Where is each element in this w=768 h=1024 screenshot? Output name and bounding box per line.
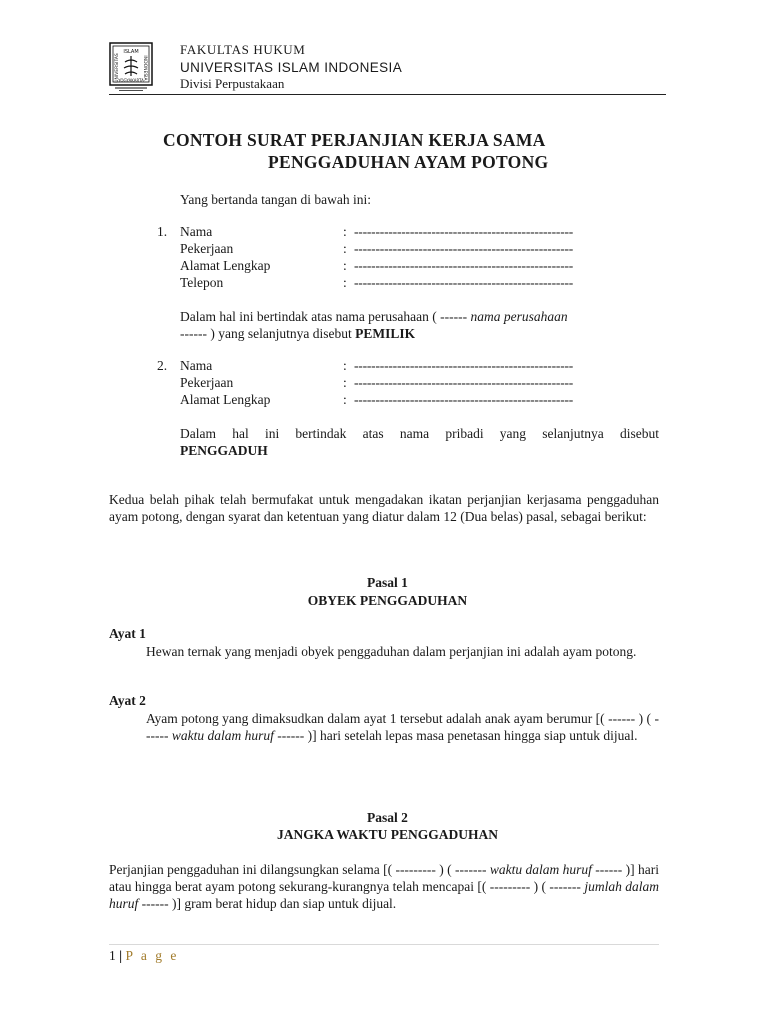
party1-phone-blank: ---------------------------------------------------: [354, 275, 574, 290]
footer-divider: [109, 944, 659, 945]
party2-description: Dalam hal ini bertindak atas nama pribadi yang selanjutnya disebut: [180, 426, 659, 441]
party2-address-label: Alamat Lengkap: [180, 392, 271, 407]
party1-description: Dalam hal ini bertindak atas nama perusahaan ( ------ nama perusahaan ------ ) yang selanjutnya disebut PEMILIK: [180, 309, 568, 341]
pasal1-ayat1-label: Ayat 1: [109, 626, 146, 641]
pasal2-subheading: JANGKA WAKTU PENGGADUHAN: [276, 827, 499, 842]
pasal2-heading: Pasal 2: [367, 810, 408, 825]
party1-occupation-blank: ---------------------------------------------------: [354, 241, 574, 256]
field-colon: :: [343, 241, 347, 256]
page-label: P a g e: [125, 948, 179, 963]
agreement-paragraph: Kedua belah pihak telah bermufakat untuk mengadakan ikatan perjanjian kerjasama penggaduhan ayam potong, dengan syarat dan ketentuan yang diatur dalam 12 (Dua belas) pasal, sebagai berikut:: [109, 492, 659, 524]
party2-address-blank: ---------------------------------------------------: [354, 392, 574, 407]
pasal1-heading: Pasal 1: [367, 575, 408, 590]
pasal1-ayat1-text: Hewan ternak yang menjadi obyek penggaduhan dalam perjanjian ini adalah ayam potong.: [146, 644, 637, 659]
university-name: UNIVERSITAS ISLAM INDONESIA: [180, 60, 403, 75]
university-logo: [109, 42, 153, 92]
party2-occupation-label: Pekerjaan: [180, 375, 234, 390]
field-colon: :: [343, 375, 347, 390]
footer-separator: |: [119, 948, 123, 963]
field-colon: :: [343, 224, 347, 239]
party1-name-blank: ---------------------------------------------------: [354, 224, 574, 239]
party2-name-blank: ---------------------------------------------------: [354, 358, 574, 373]
party1-name-label: Nama: [180, 224, 213, 239]
party1-address-blank: ---------------------------------------------------: [354, 258, 574, 273]
document-title-line2: PENGGADUHAN AYAM POTONG: [268, 152, 549, 172]
svg-text:INDONESIA: INDONESIA: [142, 55, 147, 81]
party2-name-label: Nama: [180, 358, 213, 373]
field-colon: :: [343, 258, 347, 273]
faculty-name: FAKULTAS HUKUM: [180, 42, 306, 57]
party1-occupation-label: Pekerjaan: [180, 241, 234, 256]
party2-role: PENGGADUH: [180, 443, 268, 458]
pasal1-ayat2-label: Ayat 2: [109, 693, 146, 708]
party2-occupation-blank: ---------------------------------------------------: [354, 375, 574, 390]
pasal1-ayat2-text: Ayam potong yang dimaksudkan dalam ayat 1 tersebut adalah anak ayam berumur [( ------ ) ( ------ waktu dalam huruf ------ )] hari setelah lepas masa penetasan hingga siap untuk dijual.: [146, 711, 659, 743]
header-divider: [109, 94, 666, 95]
field-colon: :: [343, 358, 347, 373]
page-number: 1: [109, 948, 116, 963]
intro-text: Yang bertanda tangan di bawah ini:: [180, 192, 371, 207]
svg-text:ISLAM: ISLAM: [123, 49, 139, 55]
party2-number: 2.: [157, 358, 168, 373]
pasal1-subheading: OBYEK PENGGADUHAN: [307, 593, 468, 608]
svg-text:UNIVERSITAS: UNIVERSITAS: [115, 53, 120, 83]
division-name: Divisi Perpustakaan: [180, 76, 285, 91]
page-footer: [109, 948, 179, 964]
party1-phone-label: Telepon: [180, 275, 224, 290]
pasal2-text: Perjanjian penggaduhan ini dilangsungkan selama [( --------- ) ( ------- waktu dalam huruf ------ )] hari atau hingga berat ayam potong sekurang-kurangnya telah mencapai [( --------- ) ( ------- jumlah dalam huruf ------ )] gram berat hidup dan siap untuk dijual.: [109, 862, 659, 911]
field-colon: :: [343, 275, 347, 290]
document-title-line1: CONTOH SURAT PERJANJIAN KERJA SAMA: [163, 130, 546, 150]
field-colon: :: [343, 392, 347, 407]
svg-text:YOGYAKARTA: YOGYAKARTA: [118, 78, 144, 83]
party1-number: 1.: [157, 224, 168, 239]
party1-address-label: Alamat Lengkap: [180, 258, 271, 273]
